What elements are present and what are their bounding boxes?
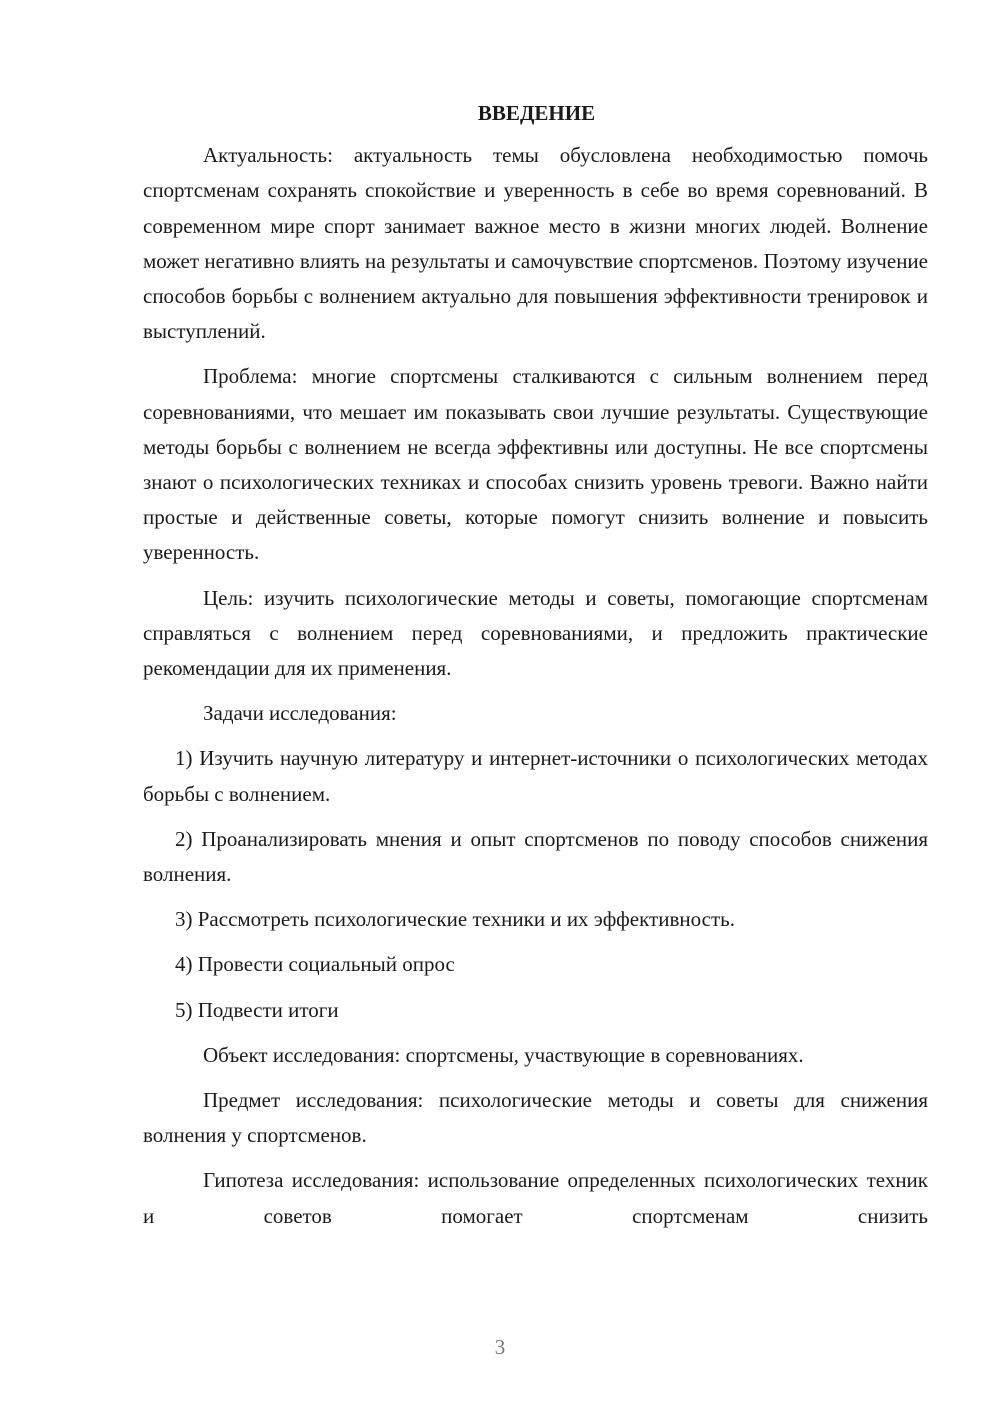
list-item: 5) Подвести итоги [175, 997, 339, 1022]
list-item: 2) Проанализировать мнения и опыт спортсменов по поводу способов снижения волнения. [143, 826, 928, 887]
paragraph-relevance: Актуальность: актуальность темы обусловлена необходимостью помочь спортсменам сохранять спокойствие и уверенность в себе во время соревнований. В современном мире спорт занимает важное место в жизни многих людей. Волнение может негативно влиять на результаты и самочувствие спортсменов. Поэтому изучение способов борьбы с волнением актуально для повышения эффективности тренировок и выступлений. [143, 143, 928, 344]
paragraph-goal: Цель: изучить психологические методы и советы, помогающие спортсменам справляться с волнением перед соревнованиями, и предложить практические рекомендации для их применения. [143, 585, 928, 681]
paragraph-hypothesis: Гипотеза исследования: использование определенных психологических техник и советов помогает спортсменам снизить [143, 1168, 928, 1228]
list-item: 4) Провести социальный опрос [175, 952, 455, 977]
tasks-list [143, 741, 928, 1027]
document-page [143, 96, 928, 1244]
tasks-heading: Задачи исследования: [203, 701, 397, 726]
list-item: 1) Изучить научную литературу и интернет-источники о психологических методах борьбы с волнением. [143, 746, 928, 806]
paragraph-problem: Проблема: многие спортсмены сталкиваются с сильным волнением перед соревнованиями, что мешает им показывать свои лучшие результаты. Существующие методы борьбы с волнением не всегда эффективны или доступны. Не все спортсмены знают о психологических техниках и способах снизить уровень тревоги. Важно найти простые и действенные советы, которые помогут снизить волнение и повысить уверенность. [143, 364, 928, 565]
list-item: 3) Рассмотреть психологические техники и их эффективность. [175, 907, 735, 932]
paragraph-object: Объект исследования: спортсмены, участвующие в соревнованиях. [203, 1042, 804, 1067]
page-title: ВВЕДЕНИЕ [477, 101, 596, 125]
paragraph-subject: Предмет исследования: психологические методы и советы для снижения волнения у спортсменов. [143, 1088, 928, 1148]
page-number: 3 [494, 1335, 506, 1359]
